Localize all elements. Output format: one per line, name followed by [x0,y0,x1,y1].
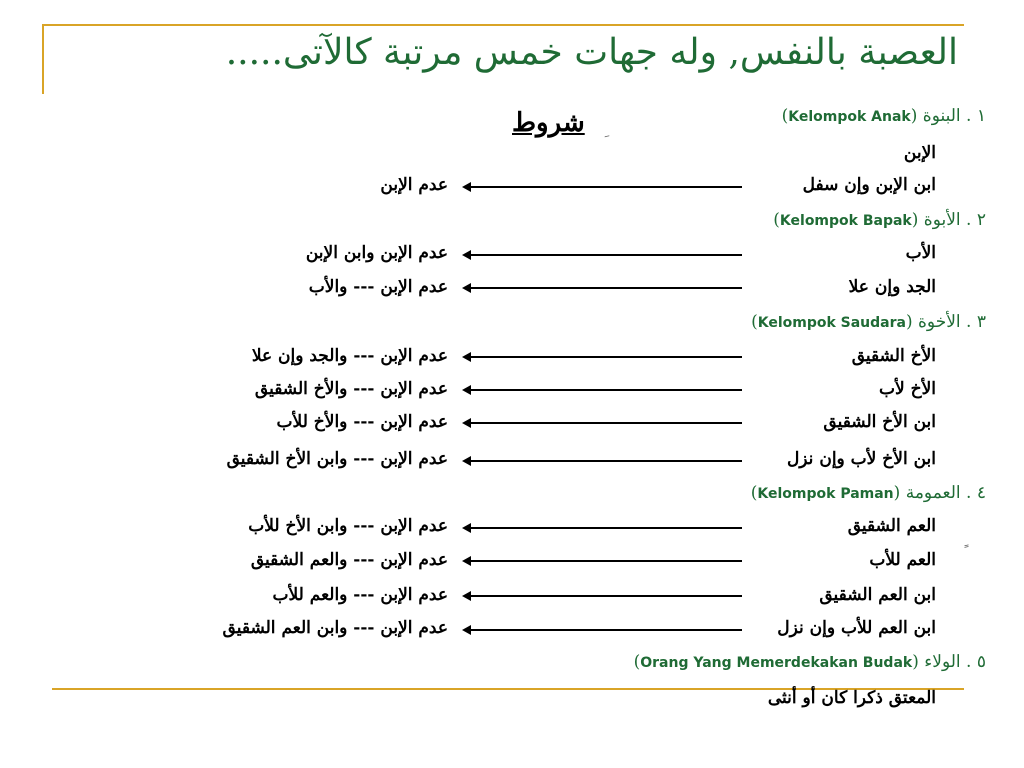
group-latin-name: Kelompok Anak [788,109,911,125]
group-number: ٥ . [966,652,986,672]
condition-text: عدم الإبن --- والأخ الشقيق [254,379,448,399]
heir-item: العم للأب [869,550,936,570]
group-heading-1: ١ . البنوة (Kelompok Anak) [781,106,986,126]
group-arabic-name: الولاء [924,652,961,672]
condition-text: عدم الإبن [380,175,448,195]
heir-item: الأخ الشقيق [851,346,936,366]
condition-text: عدم الإبن --- والأب [308,277,448,297]
heir-item: الجد وإن علا [848,277,936,297]
group-arabic-name: الأخوة [918,312,961,332]
arrow [462,455,742,467]
heir-item: ابن الأخ لأب وإن نزل [786,449,936,469]
group-heading-5: ٥ . الولاء (Orang Yang Memerdekakan Budak) [633,652,986,672]
arrow [462,555,742,567]
condition-text: عدم الإبن --- والعم الشقيق [250,550,448,570]
condition-text: عدم الإبن --- وابن العم الشقيق [222,618,448,638]
group-latin-name: Kelompok Saudara [757,315,906,331]
group-latin-name: Orang Yang Memerdekakan Budak [640,655,913,671]
heir-item: المعتق ذكرا كان أو أنثى [767,688,936,708]
arrow [462,249,742,261]
group-arabic-name: الأبوة [923,210,961,230]
group-arabic-name: العمومة [905,483,961,503]
heir-item: العم الشقيق [847,516,936,536]
condition-text: عدم الإبن وابن الإبن [305,243,448,263]
slide-title: العصبة بالنفس, وله جهات خمس مرتبة كالآتى..... [225,32,958,73]
arrow [462,181,742,193]
arrow [462,282,742,294]
left-rule [42,24,44,94]
arrow [462,351,742,363]
condition-text: عدم الإبن --- وابن الأخ للأب [248,516,448,536]
arrow [462,384,742,396]
group-heading-3: ٣ . الأخوة (Kelompok Saudara) [751,312,986,332]
condition-text: عدم الإبن --- وابن الأخ الشقيق [226,449,448,469]
arrow [462,624,742,636]
group-arabic-name: البنوة [922,106,961,126]
group-heading-4: ٤ . العمومة (Kelompok Paman) [750,483,986,503]
condition-text: عدم الإبن --- والأخ للأب [276,412,448,432]
condition-text: عدم الإبن --- والجد وإن علا [251,346,448,366]
heir-item: الأب [905,243,936,263]
group-number: ١ . [966,106,986,126]
group-number: ٢ . [966,210,986,230]
heir-item: ابن العم للأب وإن نزل [777,618,936,638]
heir-item: ابن الإبن وإن سفل [802,175,936,195]
group-latin-name: Kelompok Bapak [779,213,912,229]
conditions-heading: شروط [512,108,585,138]
arrow [462,417,742,429]
heir-item: الإبن [903,143,936,163]
heir-item: ابن العم الشقيق [819,585,936,605]
heir-item: الأخ لأب [878,379,936,399]
group-heading-2: ٢ . الأبوة (Kelompok Bapak) [773,210,986,230]
heir-item: ابن الأخ الشقيق [823,412,936,432]
group-number: ٣ . [966,312,986,332]
group-number: ٤ . [966,483,986,503]
arrow [462,590,742,602]
arrow [462,522,742,534]
group-latin-name: Kelompok Paman [757,486,894,502]
condition-text: عدم الإبن --- والعم للأب [272,585,448,605]
top-rule [42,24,964,26]
